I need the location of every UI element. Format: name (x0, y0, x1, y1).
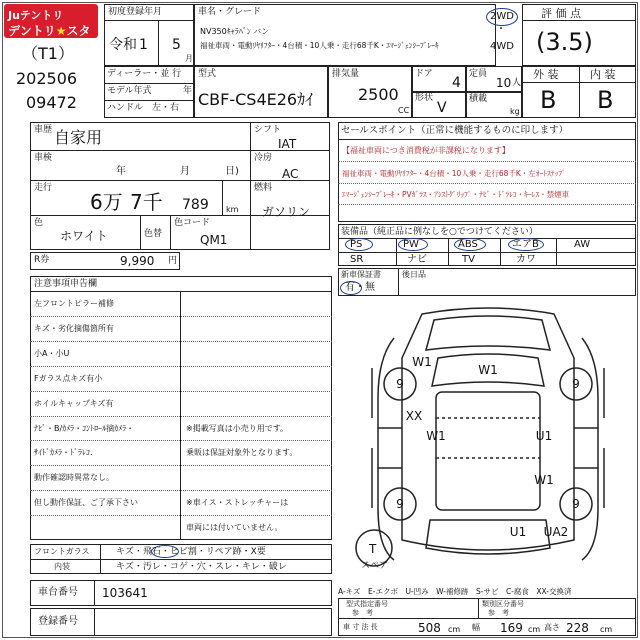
color-code-label: 色コード (174, 218, 211, 228)
note-left-4: ホイルキャップキズ有 (34, 398, 114, 408)
exterior-grade: B (540, 86, 557, 114)
note-left-1: キズ・劣化摘傷箇所有 (34, 323, 114, 333)
spare-label: スペア (361, 561, 389, 571)
damage-mark-8: 9 (396, 497, 404, 511)
equip-aw: AW (574, 239, 591, 250)
note-left-6: ｻｲﾄﾞｶﾒﾗ・ﾄﾞﾗﾚｺ. (34, 448, 93, 458)
ac-label: 冷房 (254, 153, 273, 163)
inspection-month: 月 (180, 166, 190, 177)
reg-year: 1 (139, 37, 148, 53)
note-left-0: 左フロントピラー補修 (34, 299, 114, 308)
cc-label: 排気量 (332, 69, 360, 79)
model-number-label: 型式指定番号 (346, 600, 388, 608)
type-value: CBF-CS4E26ｶｲ (198, 90, 314, 109)
note-left-8: 但し動作保証、ご了承下さい (34, 498, 138, 508)
length-label: 車 寸 法 長 (343, 623, 378, 631)
glass-interior-label: 内装 (54, 562, 70, 571)
width-value: 169 (500, 621, 523, 635)
note-right-9: 車両には付いていません。 (186, 523, 283, 533)
selling-point-1: 【福祉車両につき消費税が非課税になります】 (342, 146, 510, 155)
grade-label: 評 価 点 (541, 7, 581, 20)
capacity-unit: 人 (512, 78, 522, 88)
logo-line2: デントリ★スター (8, 24, 91, 55)
class-number-sub: 参 考 (488, 609, 509, 617)
drive-2wd: 2WD (490, 11, 514, 22)
diagram-legend: A-キズ E-エクボ U-凹み W-補修跡 S-サビ C-腐食 XX-交換済 (338, 587, 572, 596)
logo-line1: Juテントリ (8, 9, 64, 22)
shift-label: シフト (254, 125, 282, 135)
capacity-label: 定員 (469, 69, 488, 79)
equip-pw: PW (403, 239, 419, 250)
inspection-day: 日) (225, 166, 239, 177)
notes-title: 注意事項申告欄 (34, 279, 98, 289)
spare-mark: T (369, 542, 377, 556)
reg-month-unit: 月 (185, 54, 193, 63)
note-left-2: 小A・小U (34, 348, 70, 358)
load-label: 積載 (469, 94, 488, 104)
damage-mark-5: W1 (426, 429, 446, 443)
recycle-box (30, 252, 180, 270)
class-number-label: 類別区分番号 (482, 600, 524, 608)
load-unit: kg (510, 107, 520, 116)
height-label: 高さ (544, 623, 560, 632)
ac-value: AC (282, 167, 299, 181)
damage-mark-1: W1 (478, 363, 498, 377)
odometer-man: 6万 (90, 190, 123, 214)
certificate-label: 新車保証書 (341, 270, 381, 279)
width-label: 幅 (472, 623, 480, 632)
damage-mark-3: 9 (572, 377, 580, 391)
drive-dot: ・ (496, 24, 506, 35)
equip-tv: TV (462, 254, 475, 265)
selling-points-title: セールスポイント（正常に機能するものに印します） (341, 125, 569, 136)
certificate-value: 有・無 (345, 282, 375, 293)
registration-label: 登録番号 (38, 616, 78, 627)
equip-airbag: エアB (512, 239, 539, 250)
type-label: 型式 (198, 69, 217, 79)
handle-label: ハンドル 左・右 (107, 103, 180, 113)
capacity-value: 10 (496, 76, 512, 90)
shift-value: IAT (278, 137, 297, 151)
cc-unit: CC (398, 106, 410, 115)
note-right-6: 乗販は保証対象外となります。 (186, 448, 298, 458)
chassis-value: 103641 (102, 586, 148, 600)
odometer-sen: 7千 (130, 190, 163, 214)
car-damage-diagram (338, 298, 636, 588)
height-unit: cm (600, 625, 613, 634)
shape-value: V (437, 100, 447, 116)
equipment-title: 装備品（純正品に例なしを○でつけてください） (341, 227, 538, 237)
damage-mark-4: XX (405, 409, 423, 423)
selling-point-2: 福祉車両・電動ﾘﾔﾘﾌﾀｰ・4台積・10人乗・走行68千K・左ｵｰﾄｽﾃｯﾌﾟ (342, 169, 566, 178)
shape-label: 形状 (415, 93, 434, 103)
selling-point-3: ｴﾏｰｼﾞｪﾝｼｰﾌﾞﾚｰｷ・PVｶﾞﾗｽ・ｱｼｽﾄｸﾞﾘｯﾌﾟ・ﾅﾋﾞ・ﾄﾞﾗﾚｺ・ｷｰﾚｽ・禁煙車 (342, 190, 570, 199)
grade-value: (3.5) (536, 28, 593, 56)
model-number-sub: 参 考 (352, 609, 373, 617)
equip-ps: PS (350, 239, 363, 250)
door-value: 4 (452, 75, 461, 91)
fuel-value: ガソリン (262, 205, 311, 219)
equip-leather: カワ (516, 254, 536, 265)
reg-date-label: 初度登録年月 (108, 7, 163, 17)
cc-value: 2500 (358, 85, 399, 104)
lot-number: 09472 (26, 93, 77, 112)
car-name-label: 車名・グレード (198, 7, 262, 17)
color-label: 色 (34, 218, 44, 228)
note-left-7: 動作確認時異常なし。 (34, 473, 114, 483)
odometer-label: 走行 (34, 183, 53, 193)
glass-interior-value: キズ・汚レ・コゲ・穴・スレ・キレ・破レ (116, 562, 287, 572)
history-label: 車歴 (34, 125, 53, 135)
interior-label: 内 装 (590, 68, 616, 81)
glass-value: キズ・飛石・ヒビ割・リペア跡・X要 (116, 547, 266, 557)
recycle-label: R券 (34, 255, 50, 265)
damage-mark-6: U1 (535, 429, 553, 443)
car-name-line2: 福祉車両・電動ﾘﾔﾘﾌﾀｰ・4台積・10人乗・走行68千K・ｴﾏｰｼﾞｪﾝｼｰﾌﾞﾚｰｷ (200, 41, 439, 50)
exterior-label: 外 装 (533, 68, 559, 81)
equip-sr: SR (350, 254, 364, 265)
reg-era: 令和 (109, 37, 137, 53)
width-unit: cm (528, 625, 541, 634)
glass-label: フロントガラス (34, 547, 90, 556)
equip-abs: ABS (458, 239, 478, 250)
auction-code: （T1） (22, 44, 74, 63)
color-value: ホワイト (60, 229, 108, 243)
certificate-box (338, 268, 636, 296)
damage-mark-7: W1 (534, 473, 554, 487)
damage-mark-2: 9 (396, 377, 404, 391)
odometer-unit: km (226, 205, 239, 214)
drive-4wd: 4WD (490, 41, 514, 52)
note-left-5: ﾅﾋﾞ・B/ｶﾒﾗ・ｺﾝﾄﾛｰﾙ摘ｶﾒﾗ・ (34, 423, 135, 433)
model-year-label: モデル年式 (107, 86, 152, 96)
color-change-label: 色替 (144, 229, 163, 239)
lot-date: 202506 (16, 69, 78, 88)
car-name-line1: NV350ｷｬﾗﾊﾞﾝ バン (200, 27, 270, 36)
after-date-label: 後日品 (402, 270, 426, 279)
dealer-label: ディーラー・並 行 (107, 69, 182, 79)
length-value: 508 (418, 621, 441, 635)
recycle-unit: 円 (168, 256, 178, 266)
equip-navi: ナビ (407, 254, 427, 265)
damage-mark-10: U1 (509, 525, 527, 539)
recycle-value: 9,990 (120, 254, 155, 268)
inspection-year: 年 (116, 166, 126, 177)
history-value: 自家用 (54, 128, 103, 147)
door-label: ドア (415, 69, 433, 79)
damage-mark-11: UA2 (543, 525, 569, 539)
fuel-label: 燃料 (254, 183, 273, 193)
damage-mark-0: W1 (412, 355, 432, 369)
chassis-label: 車台番号 (38, 587, 78, 598)
note-right-5: ※掲載写真は小売り用です。 (186, 423, 289, 433)
interior-grade: B (597, 86, 614, 114)
odometer-rest: 789 (182, 197, 209, 213)
model-year-unit: 年 (183, 86, 193, 96)
length-unit: cm (448, 625, 461, 634)
color-code: QM1 (200, 233, 228, 247)
height-value: 228 (566, 621, 589, 635)
reg-month: 5 (172, 37, 181, 53)
note-left-3: Fガラス点キズ有小 (34, 373, 103, 383)
note-right-8: ※車イス・ストレッチャーは (186, 498, 289, 508)
damage-mark-9: 9 (572, 497, 580, 511)
inspection-label: 車検 (34, 153, 53, 163)
